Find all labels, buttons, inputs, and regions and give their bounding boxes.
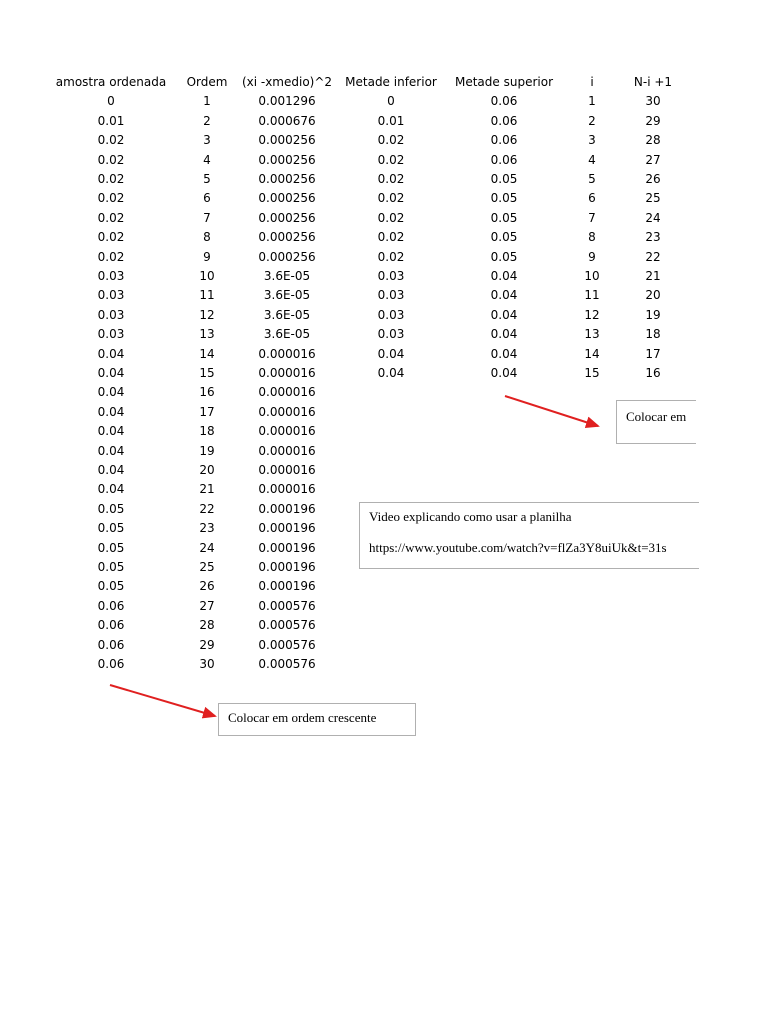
cell-sample: 0.02 [97, 210, 125, 225]
cell-order: 5 [203, 172, 211, 186]
cell-sample: 0.03 [97, 307, 125, 322]
cell-deviation-sq: 0.000256 [258, 133, 316, 148]
cell-i: 15 [584, 366, 600, 380]
header-sample: amostra ordenada [55, 75, 167, 89]
cell-order: 21 [199, 482, 215, 497]
callout-bottom [218, 703, 416, 736]
cell-i: 4 [588, 152, 596, 167]
cell-i: 9 [588, 249, 596, 264]
cell-sample: 0.05 [97, 521, 125, 536]
cell-sample: 0.04 [97, 404, 125, 419]
video-link[interactable]: https://www.youtube.com/watch?v=flZa3Y8uiUk&t=31s [369, 540, 667, 555]
cell-deviation-sq: 0.000256 [258, 172, 316, 186]
cell-upper-half: 0.04 [490, 327, 518, 342]
cell-sample: 0 [107, 94, 115, 109]
cell-order: 10 [199, 269, 215, 283]
cell-lower-half: 0.04 [377, 346, 405, 361]
callout-top-right-text: Colocar em [626, 409, 687, 424]
cell-deviation-sq: 0.000016 [258, 482, 316, 497]
cell-upper-half: 0.05 [490, 172, 518, 186]
cell-lower-half: 0.02 [377, 230, 405, 245]
cell-i: 14 [584, 346, 600, 361]
cell-n-i-plus-1: 21 [645, 269, 661, 283]
cell-sample: 0.05 [97, 501, 125, 516]
cell-n-i-plus-1: 18 [645, 327, 661, 342]
cell-order: 3 [203, 133, 211, 148]
cell-lower-half: 0.02 [377, 191, 405, 206]
cell-deviation-sq: 0.000256 [258, 230, 316, 245]
cell-i: 1 [588, 94, 596, 109]
cell-i: 11 [584, 288, 600, 303]
cell-upper-half: 0.04 [490, 346, 518, 361]
header-order: Ordem [186, 75, 228, 89]
cell-sample: 0.03 [97, 288, 125, 303]
cell-order: 22 [199, 501, 215, 516]
header-i: i [590, 75, 594, 89]
cell-i: 2 [588, 113, 596, 128]
cell-upper-half: 0.05 [490, 210, 518, 225]
cell-lower-half: 0.02 [377, 152, 405, 167]
cell-order: 2 [203, 113, 211, 128]
cell-sample: 0.04 [97, 424, 125, 439]
cell-sample: 0.01 [97, 113, 125, 128]
cell-n-i-plus-1: 17 [645, 346, 661, 361]
cell-sample: 0.02 [97, 152, 125, 167]
cell-sample: 0.05 [97, 579, 125, 594]
cell-sample: 0.04 [97, 385, 125, 400]
cell-i: 10 [584, 269, 600, 283]
cell-n-i-plus-1: 19 [645, 307, 661, 322]
cell-sample: 0.05 [97, 540, 125, 555]
cell-upper-half: 0.04 [490, 307, 518, 322]
cell-deviation-sq: 0.000256 [258, 191, 316, 206]
cell-i: 6 [588, 191, 596, 206]
cell-i: 3 [588, 133, 596, 148]
cell-lower-half: 0.01 [377, 113, 405, 128]
cell-deviation-sq: 0.000196 [258, 560, 316, 574]
cell-i: 12 [584, 307, 600, 322]
cell-sample: 0.02 [97, 230, 125, 245]
cell-deviation-sq: 3.6E-05 [263, 269, 311, 283]
cell-i: 7 [588, 210, 596, 225]
cell-upper-half: 0.06 [490, 152, 518, 167]
cell-deviation-sq: 3.6E-05 [263, 288, 311, 303]
cell-deviation-sq: 0.000256 [258, 249, 316, 264]
header-deviation-sq: (xi -xmedio)^2 [241, 75, 333, 89]
cell-order: 15 [199, 366, 215, 380]
cell-order: 19 [199, 443, 215, 458]
cell-sample: 0.06 [97, 598, 125, 613]
cell-i: 13 [584, 327, 600, 342]
cell-order: 16 [199, 385, 215, 400]
cell-deviation-sq: 0.000576 [258, 637, 316, 652]
cell-deviation-sq: 3.6E-05 [263, 307, 311, 322]
cell-order: 24 [199, 540, 215, 555]
cell-order: 8 [203, 230, 211, 245]
cell-deviation-sq: 0.000016 [258, 463, 316, 477]
cell-deviation-sq: 0.000196 [258, 501, 316, 516]
cell-order: 30 [199, 657, 215, 671]
cell-order: 11 [199, 288, 215, 303]
cell-n-i-plus-1: 26 [645, 172, 661, 186]
cell-deviation-sq: 0.000676 [258, 113, 316, 128]
cell-order: 1 [203, 94, 211, 109]
cell-sample: 0.04 [97, 366, 125, 380]
cell-sample: 0.04 [97, 463, 125, 477]
cell-sample: 0.06 [97, 657, 125, 671]
cell-deviation-sq: 0.001296 [258, 94, 316, 109]
cell-lower-half: 0.02 [377, 133, 405, 148]
cell-n-i-plus-1: 22 [645, 249, 661, 264]
cell-deviation-sq: 0.000256 [258, 210, 316, 225]
cell-deviation-sq: 0.000196 [258, 521, 316, 536]
cell-sample: 0.06 [97, 618, 125, 633]
cell-order: 4 [203, 152, 211, 167]
cell-sample: 0.02 [97, 249, 125, 264]
cell-deviation-sq: 0.000016 [258, 404, 316, 419]
cell-lower-half: 0 [387, 94, 395, 109]
callout-top-right [616, 400, 696, 444]
cell-lower-half: 0.03 [377, 288, 405, 303]
cell-lower-half: 0.04 [377, 366, 405, 380]
cell-deviation-sq: 0.000016 [258, 385, 316, 400]
cell-deviation-sq: 0.000196 [258, 540, 316, 555]
cell-order: 20 [199, 463, 215, 477]
cell-sample: 0.03 [97, 327, 125, 342]
cell-order: 12 [199, 307, 215, 322]
cell-upper-half: 0.04 [490, 366, 518, 380]
cell-sample: 0.04 [97, 346, 125, 361]
cell-deviation-sq: 0.000576 [258, 598, 316, 613]
cell-deviation-sq: 0.000016 [258, 346, 316, 361]
cell-n-i-plus-1: 16 [645, 366, 661, 380]
cell-sample: 0.02 [97, 191, 125, 206]
cell-sample: 0.04 [97, 482, 125, 497]
cell-deviation-sq: 0.000016 [258, 424, 316, 439]
cell-order: 6 [203, 191, 211, 206]
cell-upper-half: 0.06 [490, 113, 518, 128]
cell-sample: 0.03 [97, 269, 125, 283]
video-callout [359, 502, 699, 569]
cell-sample: 0.05 [97, 560, 125, 574]
cell-sample: 0.02 [97, 172, 125, 186]
cell-order: 13 [199, 327, 215, 342]
cell-upper-half: 0.05 [490, 249, 518, 264]
cell-order: 29 [199, 637, 215, 652]
cell-i: 5 [588, 172, 596, 186]
callout-bottom-text: Colocar em ordem crescente [228, 710, 377, 725]
cell-n-i-plus-1: 25 [645, 191, 661, 206]
cell-order: 7 [203, 210, 211, 225]
header-upper-half: Metade superior [454, 75, 554, 89]
cell-i: 8 [588, 230, 596, 245]
cell-order: 25 [199, 560, 215, 574]
cell-upper-half: 0.06 [490, 133, 518, 148]
cell-order: 26 [199, 579, 215, 594]
cell-deviation-sq: 0.000576 [258, 618, 316, 633]
cell-deviation-sq: 0.000196 [258, 579, 316, 594]
video-title: Video explicando como usar a planilha [369, 509, 572, 524]
cell-order: 17 [199, 404, 215, 419]
cell-order: 14 [199, 346, 215, 361]
cell-lower-half: 0.03 [377, 269, 405, 283]
cell-order: 23 [199, 521, 215, 536]
cell-lower-half: 0.02 [377, 172, 405, 186]
header-lower-half: Metade inferior [345, 75, 437, 89]
cell-lower-half: 0.03 [377, 327, 405, 342]
cell-order: 18 [199, 424, 215, 439]
cell-n-i-plus-1: 20 [645, 288, 661, 303]
cell-n-i-plus-1: 29 [645, 113, 661, 128]
cell-upper-half: 0.05 [490, 191, 518, 206]
cell-upper-half: 0.06 [490, 94, 518, 109]
cell-deviation-sq: 0.000256 [258, 152, 316, 167]
cell-deviation-sq: 0.000016 [258, 443, 316, 458]
cell-deviation-sq: 3.6E-05 [263, 327, 311, 342]
cell-n-i-plus-1: 30 [645, 94, 661, 109]
cell-n-i-plus-1: 27 [645, 152, 661, 167]
cell-order: 9 [203, 249, 211, 264]
cell-n-i-plus-1: 28 [645, 133, 661, 148]
cell-order: 27 [199, 598, 215, 613]
cell-upper-half: 0.05 [490, 230, 518, 245]
cell-upper-half: 0.04 [490, 269, 518, 283]
cell-lower-half: 0.03 [377, 307, 405, 322]
header-n-i-plus-1: N-i +1 [633, 75, 673, 89]
cell-lower-half: 0.02 [377, 210, 405, 225]
cell-n-i-plus-1: 24 [645, 210, 661, 225]
arrow-top-right [505, 396, 598, 426]
cell-sample: 0.02 [97, 133, 125, 148]
cell-n-i-plus-1: 23 [645, 230, 661, 245]
cell-deviation-sq: 0.000016 [258, 366, 316, 380]
cell-lower-half: 0.02 [377, 249, 405, 264]
cell-upper-half: 0.04 [490, 288, 518, 303]
arrow-bottom [110, 685, 215, 716]
cell-order: 28 [199, 618, 215, 633]
cell-deviation-sq: 0.000576 [258, 657, 316, 671]
cell-sample: 0.04 [97, 443, 125, 458]
cell-sample: 0.06 [97, 637, 125, 652]
